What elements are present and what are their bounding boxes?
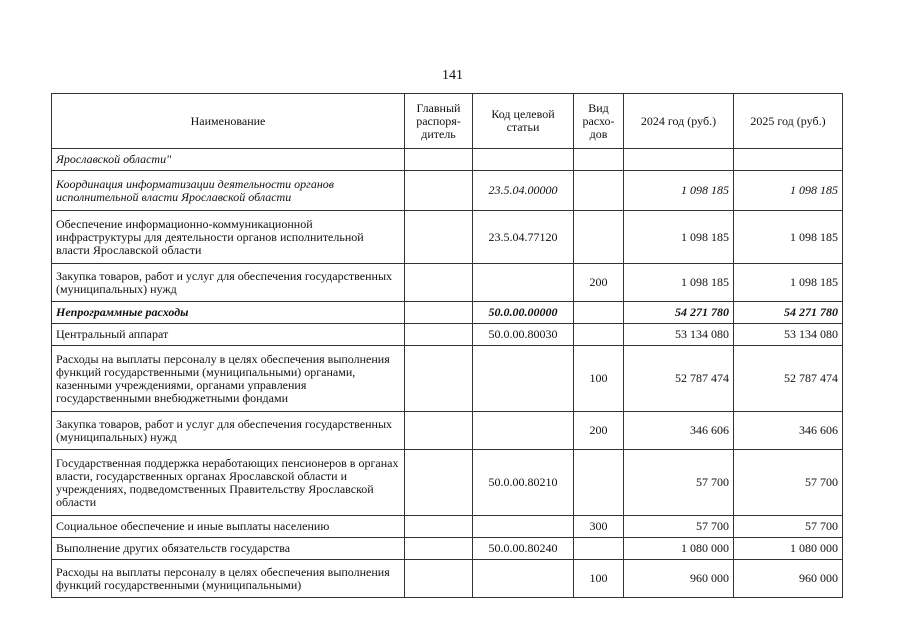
cell-year-2025: 1 098 185: [734, 171, 843, 211]
cell-year-2024: 52 787 474: [624, 346, 734, 412]
cell-target-code: 50.0.00.80240: [473, 538, 574, 560]
cell-name: Центральный аппарат: [52, 324, 405, 346]
cell-expense-type: 200: [574, 264, 624, 302]
cell-name: Государственная поддержка неработающих пенсионеров в органах власти, государственных органах Ярославской области и учреждениях, подведомственных Правительству Ярославской области: [52, 450, 405, 516]
cell-year-2024: 960 000: [624, 560, 734, 598]
table-row: [52, 149, 843, 171]
cell-year-2024: 1 098 185: [624, 211, 734, 264]
table-row: [52, 560, 843, 598]
cell-year-2024: 346 606: [624, 412, 734, 450]
cell-target-code: 50.0.00.80030: [473, 324, 574, 346]
cell-year-2025: 1 080 000: [734, 538, 843, 560]
cell-year-2024: 1 098 185: [624, 171, 734, 211]
cell-main-manager: [405, 516, 473, 538]
cell-target-code: [473, 149, 574, 171]
cell-expense-type: 200: [574, 412, 624, 450]
cell-name: Ярославской области": [52, 149, 405, 171]
cell-main-manager: [405, 560, 473, 598]
table-body: [52, 149, 843, 598]
cell-main-manager: [405, 412, 473, 450]
header-expense-type: Вид расхо-дов: [574, 94, 624, 149]
table-row: [52, 171, 843, 211]
cell-target-code: 23.5.04.77120: [473, 211, 574, 264]
cell-main-manager: [405, 450, 473, 516]
cell-year-2025: 53 134 080: [734, 324, 843, 346]
cell-main-manager: [405, 211, 473, 264]
cell-target-code: 50.0.00.80210: [473, 450, 574, 516]
cell-expense-type: [574, 324, 624, 346]
cell-year-2024: 53 134 080: [624, 324, 734, 346]
cell-year-2025: 1 098 185: [734, 211, 843, 264]
cell-name: Координация информатизации деятельности органов исполнительной власти Ярославской области: [52, 171, 405, 211]
table-row: [52, 538, 843, 560]
cell-target-code: 23.5.04.00000: [473, 171, 574, 211]
header-target-code: Код целевой статьи: [473, 94, 574, 149]
header-name: Наименование: [52, 94, 405, 149]
cell-year-2024: [624, 149, 734, 171]
cell-year-2024: 57 700: [624, 450, 734, 516]
cell-target-code: [473, 264, 574, 302]
header-main-manager: Главный распоря-дитель: [405, 94, 473, 149]
cell-year-2024: 1 098 185: [624, 264, 734, 302]
cell-main-manager: [405, 171, 473, 211]
cell-target-code: 50.0.00.00000: [473, 302, 574, 324]
cell-expense-type: [574, 211, 624, 264]
cell-main-manager: [405, 302, 473, 324]
cell-name: Выполнение других обязательств государства: [52, 538, 405, 560]
cell-main-manager: [405, 149, 473, 171]
cell-year-2025: 57 700: [734, 516, 843, 538]
header-year-2024: 2024 год (руб.): [624, 94, 734, 149]
cell-name: Закупка товаров, работ и услуг для обеспечения государственных (муниципальных) нужд: [52, 412, 405, 450]
cell-year-2025: 54 271 780: [734, 302, 843, 324]
table-row: [52, 450, 843, 516]
cell-expense-type: [574, 149, 624, 171]
table-row: [52, 412, 843, 450]
cell-year-2025: 1 098 185: [734, 264, 843, 302]
page-number: 141: [442, 68, 463, 83]
cell-expense-type: [574, 538, 624, 560]
cell-expense-type: 100: [574, 560, 624, 598]
cell-name: Расходы на выплаты персоналу в целях обеспечения выполнения функций государственными (муниципальными): [52, 560, 405, 598]
table-row: [52, 346, 843, 412]
cell-expense-type: [574, 302, 624, 324]
cell-year-2024: 57 700: [624, 516, 734, 538]
cell-target-code: [473, 412, 574, 450]
header-year-2025: 2025 год (руб.): [734, 94, 843, 149]
table-row: [52, 324, 843, 346]
table-row: [52, 211, 843, 264]
table-row: [52, 302, 843, 324]
cell-year-2025: 346 606: [734, 412, 843, 450]
cell-target-code: [473, 516, 574, 538]
cell-main-manager: [405, 324, 473, 346]
cell-expense-type: 100: [574, 346, 624, 412]
cell-name: Непрограммные расходы: [52, 302, 405, 324]
cell-name: Расходы на выплаты персоналу в целях обеспечения выполнения функций государственными (муниципальными) органами, казенными учреждениями, органами управления государственными внебюджетными фондами: [52, 346, 405, 412]
cell-year-2025: 57 700: [734, 450, 843, 516]
cell-year-2025: 52 787 474: [734, 346, 843, 412]
cell-expense-type: 300: [574, 516, 624, 538]
cell-main-manager: [405, 264, 473, 302]
cell-target-code: [473, 346, 574, 412]
cell-name: Закупка товаров, работ и услуг для обеспечения государственных (муниципальных) нужд: [52, 264, 405, 302]
cell-name: Обеспечение информационно-коммуникационной инфраструктуры для деятельности органов исполнительной власти Ярославской области: [52, 211, 405, 264]
cell-year-2024: 54 271 780: [624, 302, 734, 324]
cell-main-manager: [405, 538, 473, 560]
cell-year-2025: 960 000: [734, 560, 843, 598]
table-header-row: [52, 94, 843, 149]
cell-main-manager: [405, 346, 473, 412]
cell-target-code: [473, 560, 574, 598]
table-row: [52, 264, 843, 302]
cell-expense-type: [574, 171, 624, 211]
cell-year-2024: 1 080 000: [624, 538, 734, 560]
cell-expense-type: [574, 450, 624, 516]
cell-year-2025: [734, 149, 843, 171]
cell-name: Социальное обеспечение и иные выплаты населению: [52, 516, 405, 538]
table-row: [52, 516, 843, 538]
budget-table: [51, 93, 843, 598]
